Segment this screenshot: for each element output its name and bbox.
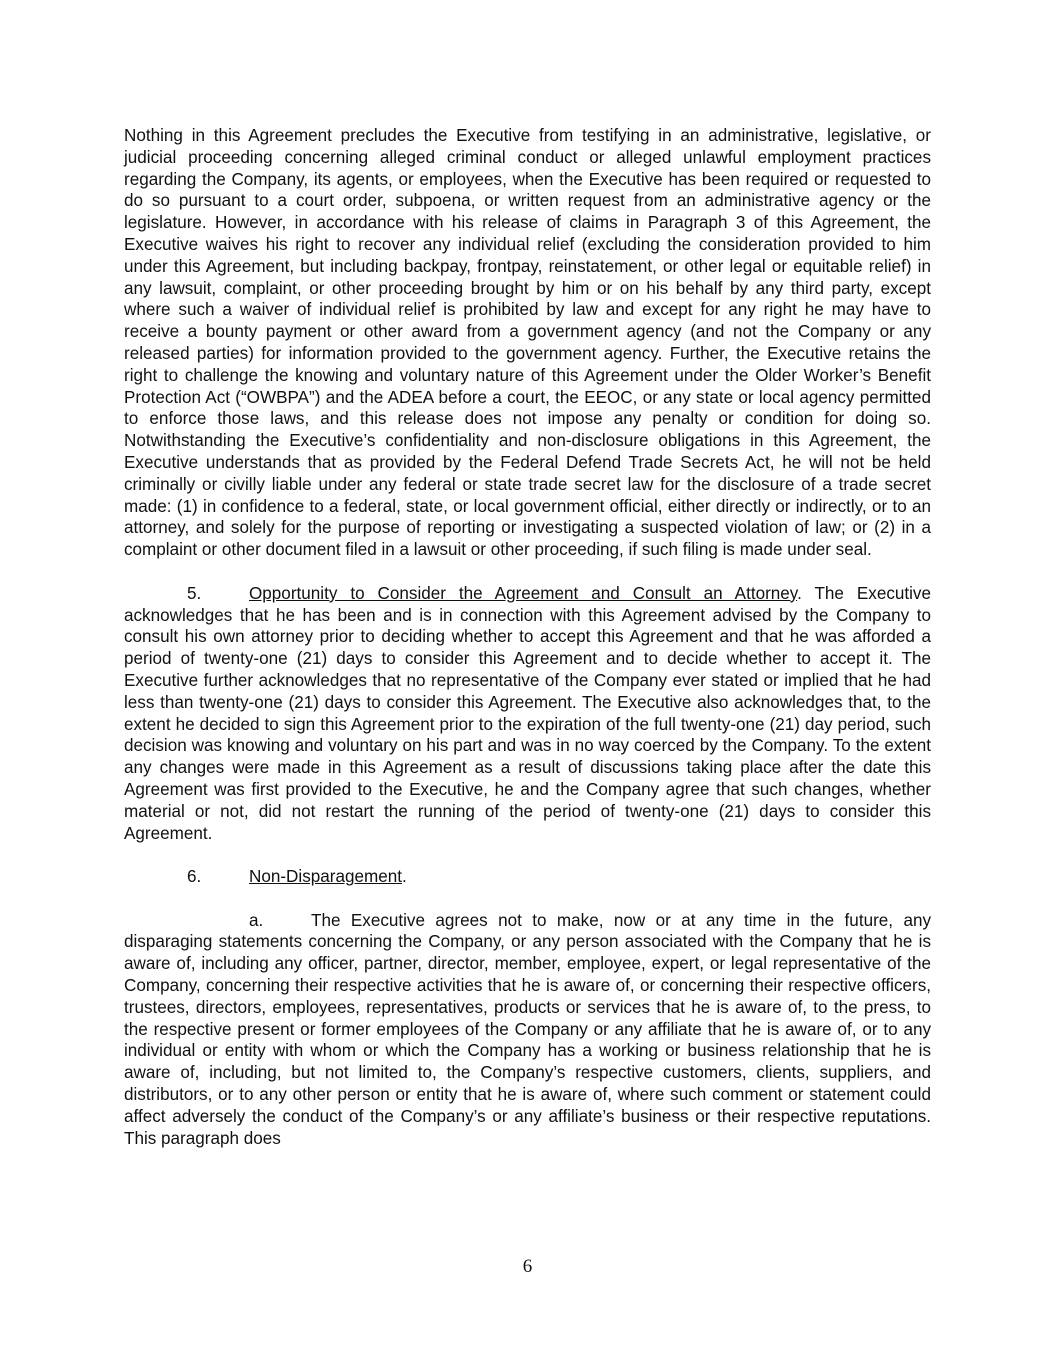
section-6-heading: Non-Disparagement xyxy=(249,867,402,887)
section-5-number: 5. xyxy=(187,583,202,603)
page-number: 6 xyxy=(522,1256,533,1277)
section-5-paragraph xyxy=(124,583,931,845)
section-5-body: The Executive acknowledges that he has been and is in connection with this Agreement advised by the Company to consult his own attorney prior to deciding whether to accept this Agreement and that he was afforded a period of twenty-one (21) days to consider this Agreement and to decide whether to accept it. The Executive further acknowledges that no representative of the Company ever stated or implied that he had less than twenty-one (21) days to consider this Agreement. The Executive also acknowledges that, to the extent he decided to sign this Agreement prior to the expiration of the full twenty-one (21) day period, such decision was knowing and voluntary on his part and was in no way coerced by the Company. To the extent any changes were made in this Agreement as a result of discussions taking place after the date this Agreement was first provided to the Executive, he and the Company agree that such changes, whether material or not, did not restart the running of the period of twenty-one (21) days to consider this Agreement. xyxy=(124,583,931,843)
section-6-heading-period: . xyxy=(401,867,407,887)
section-6a-body: The Executive agrees not to make, now or at any time in the future, any disparaging statements concerning the Company, or any person associated with the Company that he is aware of, including any officer, partner, director, member, employee, expert, or legal representative of the Company, concerning their respective activities that he is aware of, or concerning their respective officers, trustees, directors, employees, representatives, products or services that he is aware of, to the press, to the respective present or former employees of the Company or any affiliate that he is aware of, or to any individual or entity with whom or which the Company has a working or business relationship that he is aware of, including, but not limited to, the Company’s respective customers, clients, suppliers, and distributors, or to any other person or entity that he is aware of, where such comment or statement could affect adversely the conduct of the Company’s or any affiliate’s business or their respective reputations. This paragraph does xyxy=(124,910,931,1148)
section-5-heading: Opportunity to Consider the Agreement and Consult an Attorney xyxy=(249,583,798,603)
section-5-heading-period: . xyxy=(797,583,802,603)
section-6a-label: a. xyxy=(249,910,264,930)
section-6-heading-line xyxy=(124,866,931,888)
intro-paragraph: Nothing in this Agreement precludes the Executive from testifying in an administrative, legislative, or judicial proceeding concerning alleged criminal conduct or alleged unlawful employment practices regarding the Company, its agents, or employees, when the Executive has been required or requested to do so pursuant to a court order, subpoena, or written request from an administrative agency or the legislature. However, in accordance with his release of claims in Paragraph 3 of this Agreement, the Executive waives his right to recover any individual relief (excluding the consideration provided to him under this Agreement, but including backpay, frontpay, reinstatement, or other legal or equitable relief) in any lawsuit, complaint, or other proceeding brought by him or on his behalf by any third party, except where such a waiver of individual relief is prohibited by law and except for any right he may have to receive a bounty payment or other award from a government agency (and not the Company or any released parties) for information provided to the government agency. Further, the Executive retains the right to challenge the knowing and voluntary nature of this Agreement under the Older Worker’s Benefit Protection Act (“OWBPA”) and the ADEA before a court, the EEOC, or any state or local agency permitted to enforce those laws, and this release does not impose any penalty or condition for doing so. Notwithstanding the Executive’s confidentiality and non-disclosure obligations in this Agreement, the Executive understands that as provided by the Federal Defend Trade Secrets Act, he will not be held criminally or civilly liable under any federal or state trade secret law for the disclosure of a trade secret made: (1) in confidence to a federal, state, or local government official, either directly or indirectly, or to an attorney, and solely for the purpose of reporting or investigating a suspected violation of law; or (2) in a complaint or other document filed in a lawsuit or other proceeding, if such filing is made under seal. xyxy=(124,126,931,560)
document-body xyxy=(124,125,931,1149)
section-6a-paragraph xyxy=(124,910,931,1150)
section-6-number: 6. xyxy=(187,867,202,887)
